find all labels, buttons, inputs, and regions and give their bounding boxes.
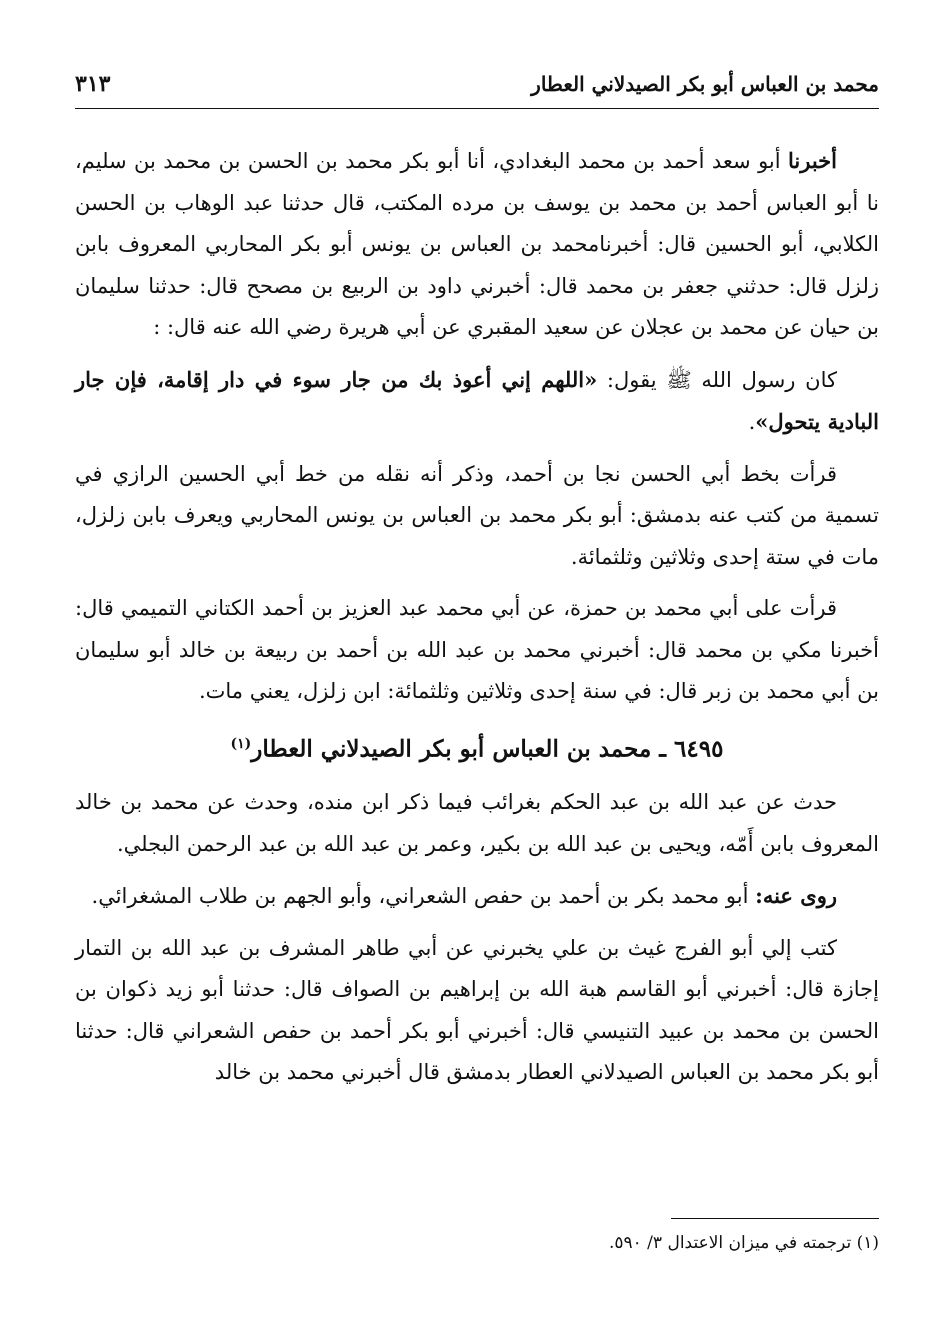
paragraph-end: . [748,410,756,434]
paragraph-7: كتب إلي أبو الفرج غيث بن علي يخبرني عن أبي طاهر المشرف بن عبد الله بن التمار إجازة قال: أخبرني أبو القاسم هبة الله بن إبراهيم بن الصواف قال: حدثنا أبو زيد ذكوان بن الحسن بن محمد بن عبيد التنيسي قال: أخبرني أبو بكر أحمد بن حفص الشعراني قال: حدثنا أبو بكر محمد بن العباس الصيدلاني العطار بدمشق قال أخبرني محمد بن خالد [75,935,879,1085]
paragraph-6 [75,875,879,918]
paragraph-2 [75,359,879,444]
paragraph-text: كان رسول الله ﷺ يقول: [597,367,837,392]
footnote-reference: (١) [230,735,252,752]
paragraph-3: قرأت بخط أبي الحسن نجا بن أحمد، وذكر أنه نقله من خط أبي الحسين الرازي في تسمية من كتب عنه بدمشق: أبو بكر محمد بن العباس بن يونس المحاربي ويعرف بابن زلزل، مات في ستة إحدى وثلاثين وثلثمائة. [75,461,879,569]
paragraph-1 [75,140,879,349]
paragraph-lead: أخبرنا [788,148,837,173]
entry-heading-text: ٦٤٩٥ ـ محمد بن العباس أبو بكر الصيدلاني العطار [251,735,724,763]
hadith-quote: «اللهم إني أعوذ بك من جار سوء في دار إقامة، فإن جار البادية يتحول» [75,366,879,434]
footnote: (١) ترجمته في ميزان الاعتدال ٣/ ٥٩٠. [608,1233,879,1253]
page-number: ٣١٣ [75,71,111,97]
page-body [75,140,879,1104]
paragraph-text: أبو محمد بكر بن أحمد بن حفص الشعراني، وأبو الجهم بن طلاب المشغرائي. [91,884,756,909]
entry-heading [75,723,879,771]
footnote-divider [671,1218,879,1219]
header-divider [75,108,879,109]
paragraph-lead: روى عنه: [755,883,837,909]
paragraph-4: قرأت على أبي محمد بن حمزة، عن أبي محمد عبد العزيز بن أحمد الكتاني التميمي قال: أخبرنا مكي بن محمد قال: أخبرني محمد بن عبد الله بن أحمد بن ربيعة بن خالد أبو سليمان بن أبي محمد بن زبر قال: في سنة إحدى وثلاثين وثلثمائة: ابن زلزل، يعني مات. [75,596,879,703]
paragraph-text: أبو سعد أحمد بن محمد البغدادي، أنا أبو بكر محمد بن الحسن بن محمد بن سليم، نا أبو العباس أحمد بن محمد بن يوسف بن مرده المكتب، قال حدثنا عبد الوهاب بن الحسن الكلابي، أبو الحسين قال: أخبرنامحمد بن العباس بن يونس أبو بكر المحاربي المعروف بابن زلزل قال: حدثني جعفر بن محمد قال: أخبرني داود بن الربيع بن مصحح قال: حدثنا سليمان بن حيان عن محمد بن عجلان عن سعيد المقبري عن أبي هريرة رضي الله عنه قال: : [75,149,879,339]
page-header [75,64,879,104]
running-title: محمد بن العباس أبو بكر الصيدلاني العطار [531,72,879,96]
paragraph-5: حدث عن عبد الله بن عبد الحكم بغرائب فيما ذكر ابن منده، وحدث عن محمد بن خالد المعروف بابن أَمّه، ويحيى بن عبد الله بن بكير، وعمر بن عبد الله بن عبد الرحمن البجلي. [75,790,879,856]
